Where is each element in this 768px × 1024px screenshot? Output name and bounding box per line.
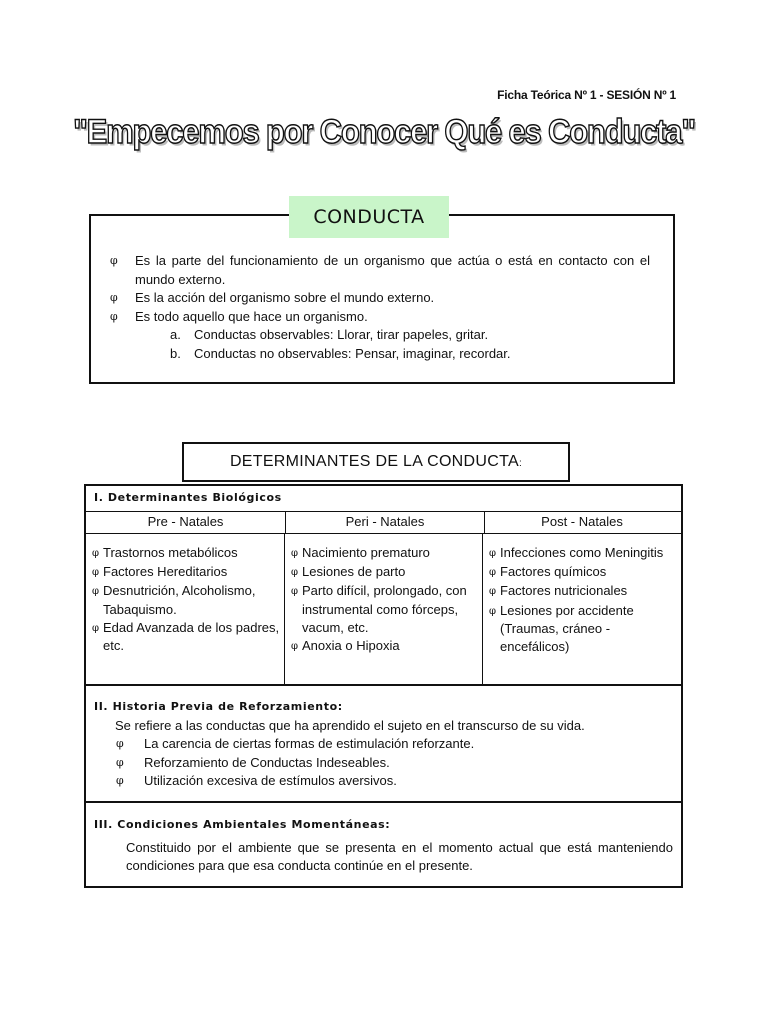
- phi-bullet-icon: φ: [291, 567, 299, 579]
- conducta-definition-list: [110, 252, 650, 363]
- phi-bullet-icon: φ: [110, 254, 118, 267]
- list-item: [92, 582, 280, 618]
- list-item: [94, 772, 673, 791]
- list-item-text: Factores Hereditarios: [103, 564, 228, 580]
- determinantes-table: [84, 484, 683, 888]
- phi-bullet-icon: φ: [291, 641, 299, 653]
- list-item-text: Es la parte del funcionamiento de un organismo que actúa o está en contacto con el mundo externo.: [135, 253, 650, 287]
- list-item-text: Desnutrición, Alcoholismo, Tabaquismo.: [103, 583, 256, 617]
- list-item-text: Es todo aquello que hace un organismo.: [135, 308, 368, 324]
- list-item: [489, 563, 673, 582]
- list-item: [110, 308, 650, 327]
- conducta-label: CONDUCTA: [289, 196, 449, 238]
- section-description: Se refiere a las conductas que ha aprendido el sujeto en el transcurso de su vida.: [115, 717, 585, 733]
- phi-bullet-icon: φ: [110, 309, 118, 323]
- page-title: "Empecemos por Conocer Qué es Conducta": [73, 111, 695, 152]
- section-heading-historia: II. Historia Previa de Reforzamiento:: [94, 700, 343, 713]
- sub-item-letter: b.: [170, 345, 181, 361]
- list-item: [489, 602, 673, 657]
- post-natales-list: [483, 534, 677, 684]
- list-item: [489, 544, 673, 563]
- list-item-text: Edad Avanzada de los padres, etc.: [103, 619, 280, 654]
- section-description: Constituido por el ambiente que se presenta en el momento actual que está manteniendo condiciones para que esa conducta continúe en el presente.: [126, 839, 673, 873]
- list-item-text: Infecciones como Meningitis: [500, 545, 664, 560]
- sub-list-item: [110, 345, 650, 364]
- list-item-text: Anoxia o Hipoxia: [302, 638, 400, 654]
- list-item: [291, 544, 478, 563]
- list-item: [110, 289, 650, 308]
- phi-bullet-icon: φ: [116, 755, 124, 769]
- phi-bullet-icon: φ: [116, 737, 124, 750]
- list-item-text: Lesiones por accidente (Traumas, cráneo - encefálicos): [500, 602, 634, 655]
- column-header-post-natales: Post - Natales: [541, 514, 623, 529]
- list-item: [489, 582, 673, 601]
- phi-bullet-icon: φ: [92, 586, 100, 598]
- list-item-text: Reforzamiento de Conductas Indeseables.: [144, 754, 390, 770]
- column-header-peri-natales: Peri - Natales: [286, 512, 485, 533]
- phi-bullet-icon: φ: [489, 548, 497, 559]
- list-item-text: Utilización excesiva de estímulos aversivos.: [144, 773, 397, 788]
- phi-bullet-icon: φ: [291, 586, 299, 598]
- list-item-text: Factores químicos: [500, 564, 607, 580]
- list-item: [94, 735, 673, 754]
- condiciones-section: [86, 803, 681, 886]
- phi-bullet-icon: φ: [489, 586, 497, 598]
- list-item: [92, 619, 280, 655]
- section-heading-biologicos: I. Determinantes Biológicos: [86, 486, 681, 512]
- section-heading-condiciones: III. Condiciones Ambientales Momentáneas:: [94, 818, 391, 831]
- phi-bullet-icon: φ: [489, 567, 497, 579]
- list-item-text: Parto difícil, prolongado, con instrumental como fórceps, vacum, etc.: [302, 583, 467, 635]
- list-item-text: Factores nutricionales: [500, 583, 628, 599]
- list-item: [291, 582, 478, 637]
- phi-bullet-icon: φ: [116, 774, 124, 787]
- phi-bullet-icon: φ: [92, 567, 100, 579]
- list-item: [92, 563, 280, 582]
- list-item-text: Lesiones de parto: [302, 564, 406, 580]
- peri-natales-list: [285, 534, 483, 684]
- sub-item-text: Conductas observables: Llorar, tirar papeles, gritar.: [194, 327, 489, 342]
- list-item: [291, 637, 478, 656]
- phi-bullet-icon: φ: [92, 622, 100, 634]
- sub-item-text: Conductas no observables: Pensar, imaginar, recordar.: [194, 345, 511, 361]
- phi-bullet-icon: φ: [489, 605, 497, 617]
- list-item-text: La carencia de ciertas formas de estimulación reforzante.: [144, 736, 475, 751]
- phi-bullet-icon: φ: [291, 548, 299, 559]
- list-item-text: Es la acción del organismo sobre el mundo externo.: [135, 290, 435, 305]
- document-reference: Ficha Teórica Nº 1 - SESIÓN Nº 1: [497, 88, 676, 102]
- phi-bullet-icon: φ: [92, 548, 100, 559]
- list-item: [110, 252, 650, 289]
- determinantes-title: [182, 442, 570, 482]
- list-item: [92, 544, 280, 563]
- column-headers: [86, 512, 681, 534]
- column-header-pre-natales: Pre - Natales: [86, 512, 286, 533]
- pre-natales-list: [86, 534, 285, 684]
- phi-bullet-icon: φ: [110, 291, 118, 304]
- historia-section: [86, 686, 681, 803]
- list-item-text: Nacimiento prematuro: [302, 545, 430, 560]
- list-item-text: Trastornos metabólicos: [103, 545, 238, 560]
- list-item: [94, 754, 673, 773]
- sub-list-item: [110, 326, 650, 345]
- list-item: [291, 563, 478, 582]
- determinantes-title-colon: :: [518, 458, 523, 469]
- biologicos-body: [86, 534, 681, 686]
- sub-item-letter: a.: [170, 327, 181, 342]
- determinantes-title-text: DETERMINANTES DE LA CONDUCTA: [229, 453, 519, 470]
